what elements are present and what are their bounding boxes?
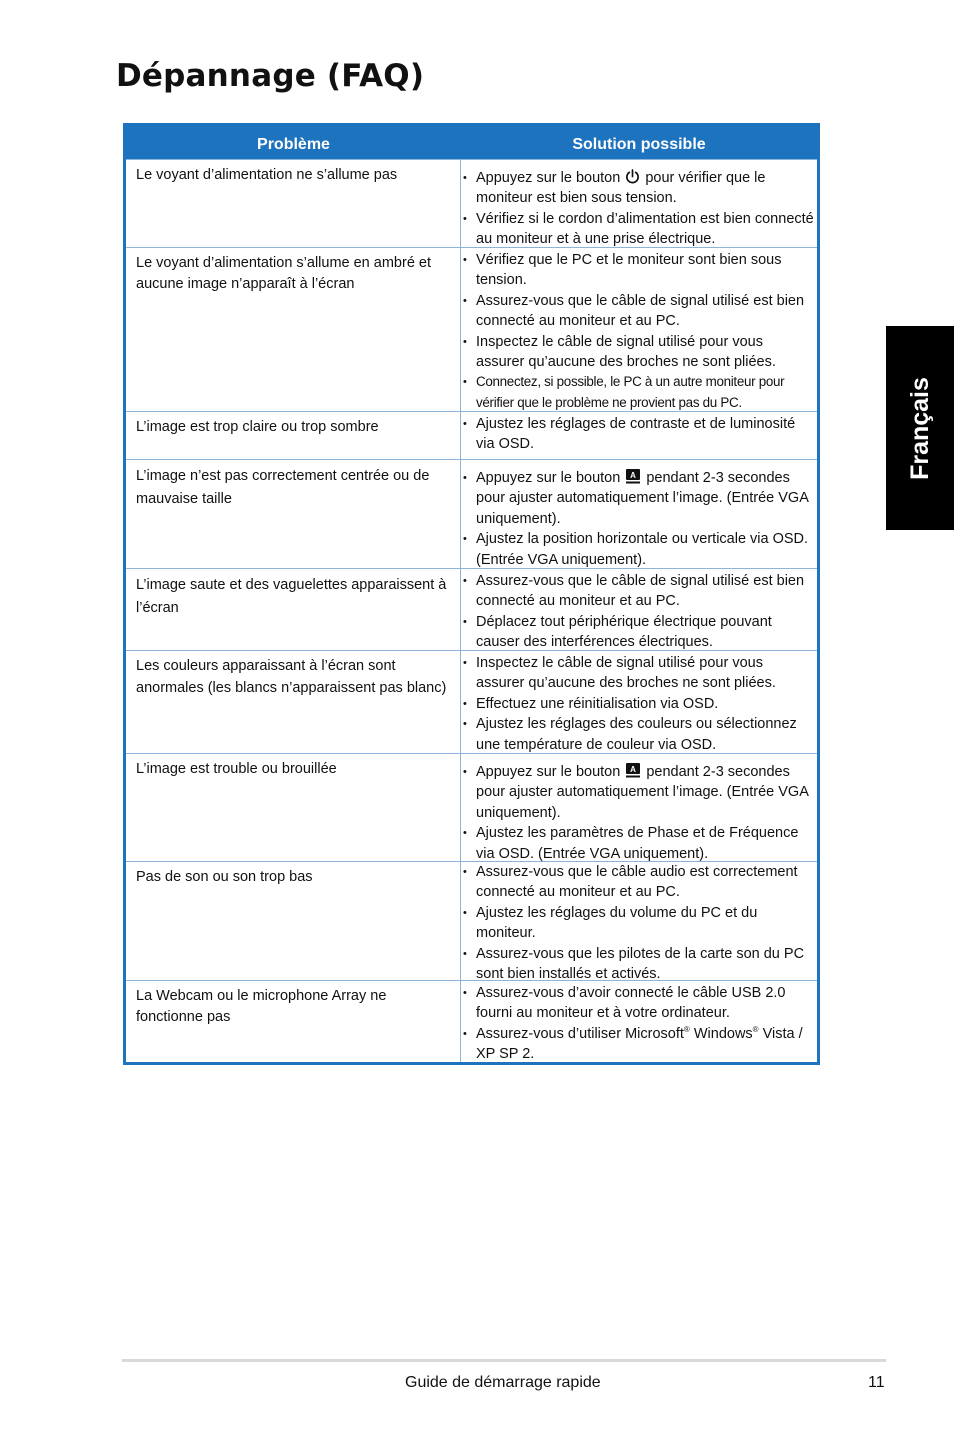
svg-text:A: A: [630, 471, 637, 480]
solution-cell: [461, 569, 817, 650]
table-row: [126, 247, 817, 411]
table-row: [126, 411, 817, 459]
page-number: 11: [868, 1374, 885, 1391]
problem-cell: Les couleurs apparaissant à l’écran sont anormales (les blancs n’apparaissent pas blanc): [126, 651, 461, 753]
problem-cell: L’image est trouble ou brouillée: [126, 754, 461, 861]
solution-item: • Assurez-vous d’utiliser Microsoft® Windows® Vista / XP SP 2.: [463, 1024, 803, 1063]
solution-cell: [461, 412, 817, 459]
solution-item: • Connectez, si possible, le PC à un autre moniteur pour vérifier que le problème ne provient pas du PC.: [463, 374, 785, 410]
problem-cell: L’image est trop claire ou trop sombre: [126, 412, 461, 459]
table-row: [126, 568, 817, 650]
solution-cell: [461, 460, 817, 568]
solution-item: • Appuyez sur le bouton A pendant 2-3 secondes pour ajuster automatiquement l’image. (Entrée VGA uniquement).: [463, 470, 809, 527]
solution-item: • Déplacez tout périphérique électrique pouvant causer des interférences électriques.: [463, 613, 772, 651]
solution-item: • Ajustez la position horizontale ou verticale via OSD. (Entrée VGA uniquement).: [463, 531, 809, 568]
faq-table: [123, 123, 820, 1065]
solution-item: • Assurez-vous que le câble audio est correctement connecté au moniteur et au PC.: [463, 864, 798, 901]
problem-cell: Le voyant d’alimentation s’allume en ambré et aucune image n’apparaît à l’écran: [126, 248, 461, 411]
table-row: [126, 861, 817, 983]
language-side-tab: [886, 326, 954, 530]
footer-title: Guide de démarrage rapide: [405, 1374, 601, 1391]
solution-cell: [461, 862, 817, 983]
header-solution: Solution possible: [572, 135, 706, 153]
solution-cell: [461, 160, 817, 247]
solution-item: • Appuyez sur le bouton pour vérifier que le moniteur est bien sous tension.: [463, 170, 766, 207]
solution-cell: [461, 248, 817, 411]
table-row: [126, 980, 817, 1062]
solution-item: • Assurez-vous que les pilotes de la carte son du PC sont bien installés et activés.: [463, 945, 805, 983]
table-row: [126, 753, 817, 861]
table-row: [126, 459, 817, 568]
solution-item: • Assurez-vous que le câble de signal utilisé est bien connecté au moniteur et au PC.: [463, 573, 805, 610]
solution-cell: [461, 651, 817, 753]
problem-cell: Pas de son ou son trop bas: [126, 862, 461, 980]
solution-item: • Inspectez le câble de signal utilisé pour vous assurer qu’aucune des broches ne sont pliées.: [463, 333, 776, 371]
solution-item: • Assurez-vous que le câble de signal utilisé est bien connecté au moniteur et au PC.: [463, 292, 805, 330]
solution-item: • Ajustez les réglages du volume du PC et du moniteur.: [463, 904, 758, 942]
footer-divider: [122, 1359, 886, 1362]
table-row: [126, 650, 817, 753]
auto-adjust-icon: [625, 469, 641, 484]
language-label: Français: [905, 376, 934, 480]
header-problem: Problème: [257, 135, 330, 153]
table-row: [126, 159, 817, 247]
solution-item: • Ajustez les réglages de contraste et de luminosité via OSD.: [463, 416, 796, 453]
problem-cell: L’image n’est pas correctement centrée ou de mauvaise taille: [126, 460, 461, 568]
solution-item: • Inspectez le câble de signal utilisé pour vous assurer qu’aucune des broches ne sont pliées.: [463, 655, 776, 692]
svg-text:A: A: [630, 765, 637, 774]
solution-item: • Ajustez les réglages des couleurs ou sélectionnez une température de couleur via OSD.: [463, 716, 797, 753]
solution-item: • Appuyez sur le bouton A pendant 2-3 secondes pour ajuster automatiquement l’image. (Entrée VGA uniquement).: [463, 764, 809, 821]
power-icon: [625, 169, 640, 184]
solution-item: • Ajustez les paramètres de Phase et de Fréquence via OSD. (Entrée VGA uniquement).: [463, 825, 799, 862]
solution-item: • Assurez-vous d’avoir connecté le câble USB 2.0 fourni au moniteur et à votre ordinateur.: [463, 985, 786, 1022]
solution-item: • Effectuez une réinitialisation via OSD.: [463, 695, 719, 712]
solution-item: • Vérifiez que le PC et le moniteur sont bien sous tension.: [463, 252, 782, 289]
problem-cell: La Webcam ou le microphone Array ne fonctionne pas: [126, 981, 461, 1062]
table-header: [126, 126, 817, 159]
solution-cell: [461, 981, 817, 1062]
problem-cell: Le voyant d’alimentation ne s’allume pas: [126, 160, 461, 247]
problem-cell: L’image saute et des vaguelettes apparaissent à l’écran: [126, 569, 461, 650]
solution-cell: [461, 754, 817, 861]
page-title: Dépannage (FAQ): [116, 58, 425, 94]
solution-item: • Vérifiez si le cordon d’alimentation est bien connecté au moniteur et à une prise électrique.: [463, 210, 814, 248]
auto-adjust-icon: [625, 763, 641, 778]
